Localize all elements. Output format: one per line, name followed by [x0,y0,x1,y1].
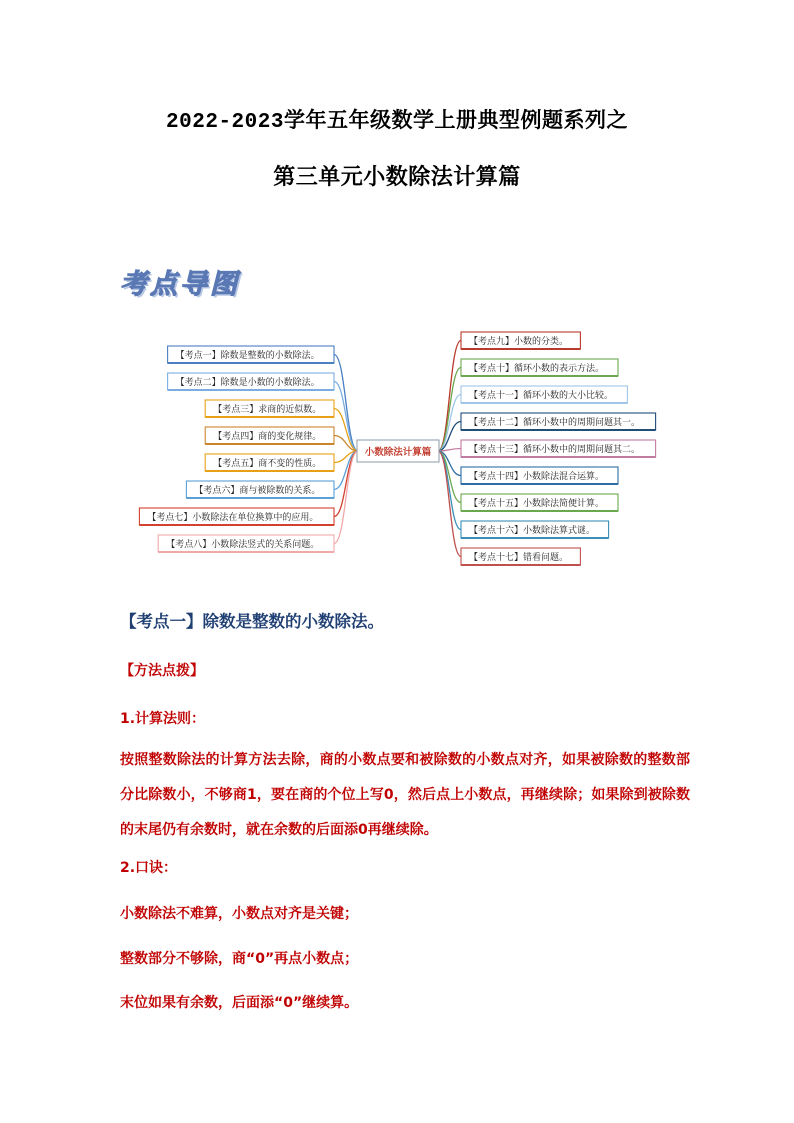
mind-map-branch-line [334,382,358,452]
mind-map-node [461,359,618,376]
mind-map-node [461,332,580,349]
mind-map [0,320,794,580]
mind-map-node [168,373,334,390]
mind-map-branch-line [334,451,358,517]
mind-map-node [461,413,656,430]
mind-map-node-label: 【考点十四】小数除法混合运算。 [469,472,605,482]
mind-map-node-label: 【考点五】商不变的性质。 [213,459,322,469]
mind-map-node-label: 【考点十二】循环小数中的周期问题其一。 [469,418,641,428]
mind-map-node [186,481,334,498]
mind-map-node-label: 【考点二】除数是小数的小数除法。 [175,378,320,388]
method-title: 【方法点拨】 [120,663,204,679]
mind-map-branch-line [438,451,461,557]
mind-map-center-node [357,440,439,462]
rule-title: 1.计算法则： [120,711,206,727]
mind-map-node [205,454,334,471]
mind-map-node-label: 【考点十三】循环小数中的周期问题其二。 [469,445,641,455]
document-title-line2: 第三单元小数除法计算篇 [273,166,521,191]
mind-map-node-label: 【考点九】小数的分类。 [469,337,569,347]
rule-body: 按照整数除法的计算方法去除，商的小数点要和被除数的小数点对齐，如果被除数的整数部分比除数小，不够商1，要在商的个位上写0，然后点上小数点，再继续除；如果除到被除数的末尾仍有余数时，就在余数的后面添0再继续除。 [120,752,690,838]
mind-map-node [461,548,580,565]
mind-map-node-label: 【考点十一】循环小数的大小比较。 [469,391,614,401]
rhyme-title: 2.口诀： [120,860,178,876]
rhyme-line: 整数部分不够除，商“0”再点小数点； [120,951,359,967]
mind-map-node [205,400,334,417]
mind-map-branch-line [334,451,358,544]
mind-map-node-label: 【考点六】商与被除数的关系。 [194,486,321,496]
mind-map-node-label: 【考点一】除数是整数的小数除法。 [175,351,320,361]
mind-map-node [461,440,656,457]
mind-map-node [461,386,627,403]
mind-map-node [158,535,334,552]
mind-map-node-label: 【考点十七】错看问题。 [469,553,569,563]
mind-map-node [461,467,618,484]
mind-map-node [168,346,334,363]
mind-map-node-label: 【考点十五】小数除法简便计算。 [469,499,605,509]
mind-map-node [205,427,334,444]
rhyme-line: 末位如果有余数，后面添“0”继续算。 [120,995,359,1011]
kp1-heading: 【考点一】除数是整数的小数除法。 [120,612,384,631]
mind-map-node-label: 【考点四】商的变化规律。 [213,432,322,442]
mind-map-node-label: 【考点三】求商的近似数。 [213,405,322,415]
mind-map-node-label: 【考点十】循环小数的表示方法。 [469,364,605,374]
mind-map-node-label: 【考点十六】小数除法算式谜。 [469,526,596,536]
mind-map-node [139,508,334,525]
mind-map-node-label: 【考点七】小数除法在单位换算中的应用。 [147,513,319,523]
mind-map-node [461,494,618,511]
section-banner: 考点导图 [120,269,240,300]
mind-map-node-label: 【考点八】小数除法竖式的关系问题。 [166,540,320,550]
mind-map-node [461,521,609,538]
mind-map-branch-line [438,368,461,452]
mind-map-branch-line [438,451,461,503]
mind-map-center-label: 小数除法计算篇 [364,447,432,458]
rhyme-line: 小数除法不难算，小数点对齐是关键； [120,906,358,922]
document-title-line1: 2022-2023学年五年级数学上册典型例题系列之 [166,111,628,134]
